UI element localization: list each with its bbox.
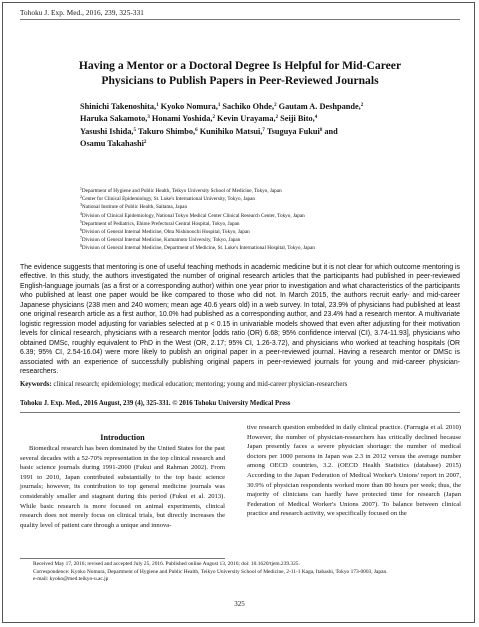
affiliation-list [80,187,470,253]
affiliation: $^6$Division of General Internal Medicine, Ohta Nishinouchi Hospital, Tokyo, Japan [80,228,250,236]
author: Tsuguya Fukui$^8$ [266,126,323,136]
citation: Tohoku J. Exp. Med., 2016 August, 239 (4), 325-331. © 2016 Tohoku University Medical Press [20,400,291,407]
title-line-1: Having a Mentor or a Doctoral Degree Is Helpful for Mid-Career [78,59,402,72]
author: Yasushi Ishida,$^5$ [80,126,136,136]
author: Kunihiko Matsui,$^7$ [199,126,265,136]
affiliation: $^7$Division of General Internal Medicine, Kumamoto University, Tokyo, Japan [80,236,241,244]
section-heading: Introduction [100,433,145,442]
page-number: 325 [234,600,245,608]
running-head: Tohoku J. Exp. Med., 2016, 239, 325-331 [20,9,144,17]
footnote-correspondence: Correspondence: Kyoko Nomura, Department of Hygiene and Public Health, Teikyo University School of Medicine, 2-11-1 Kaga, Itabashi, Tokyo 173-0003, Japan. [33,568,388,575]
footnotes [33,561,463,584]
article-title [40,58,440,88]
footnote-rule [20,558,225,559]
keywords-text: clinical research; epidemiology; medical education; mentoring; young and mid-career physician-researchers [53,381,348,388]
author: Takuro Shimbo,$^6$ [137,126,198,136]
author: Honami Yoshida,$^2$ [151,114,215,124]
affiliation: $^1$Department of Hygiene and Public Health, Teikyo University School of Medicine, Tokyo, Japan [80,187,282,194]
author: Sachiko Ohde,$^2$ [222,102,277,111]
author: Seiji Bito,$^4$ [280,114,318,124]
footnote-email: e-mail: kyoko@med.teikyo-u.ac.jp [33,576,109,583]
abstract: The evidence suggests that mentoring is one of useful teaching methods in academic medicine but it is not clear for which outcome mentoring is effective. In this study, the authors investigated the number of original research articles that the participants had published in peer-reviewed English-language journals (as a first or a corresponding author) within one year prior to investigation and what characteristics of the participants who published at least one paper would be like compared to those who did not. In March 2015, the authors recruit early- and mid-career Japanese physicians (238 men and 240 women; mean age 40.6 years old) in a web survey. In total, 23.9% of physicians had published at least one original research article as a first author, 10.0% had published as a corresponding author, and 23.4% had a research mentor. A multivariate logistic regression model adjusting for variables selected at p < 0.15 in univariable models showed that even after adjusting for their motivation levels for clinical research, physicians with a research mentor [odds ratio (OR) 6.68; 95% confidence interval (CI), 3.74-11.93], physicians who obtained DMSc, roughly equivalent to PhD in the West (OR, 2.17; 95% CI, 1.26-3.72), and physicians who worked at teaching hospitals (OR 6.39; 95% CI, 2.54-16.04) were more likely to publish an original paper in a peer-reviewed journal. Having a research mentor or DMSc is associated with an experience of successfully publishing original papers in peer-reviewed journals for young and mid-career physician-researchers. [20,264,460,375]
keywords-label: Keywords: [20,381,52,388]
author: Haruka Sakamoto,$^3$ [80,114,150,124]
author-conjunction: and [324,126,338,136]
title-line-2: Physicians to Publish Papers in Peer-Reviewed Journals [101,74,379,87]
author-list [80,101,400,151]
author: Shinichi Takenoshita,$^1$ [80,102,159,111]
author: Osamu Takahashi$^2$ [80,139,147,149]
affiliation: $^3$National Institute of Public Health, Saitama, Japan [80,203,188,211]
body-column-right: tive research question embedded in daily clinical practice. (Farrugia et al. 2010) However, the number of physician-researchers has critically declined because Japan presently faces a severe physician shortage: the number of medical doctors per 1000 persons in Japan was 2.3 in 2012 versus the average number among OECD countries, 3.2. (OECD Health Statistics (database) 2015) According to the Japan Federation of Medical Worker's Unions' report in 2007, 30.9% of physician respondents worked more than 80 hours per week; thus, the majority of clinicians can hardly have protected time for research (Japan Federation of Medical Worker's Unions 2007). To balance between clinical practice and research activity, we specifically focused on the [247,424,461,518]
header-rule [20,19,460,20]
author: Kevin Urayama,$^2$ [217,114,279,124]
footnote-received: Received May 17, 2016; revised and accepted July 25, 2016. Published online August 13, 2016; doi: 10.1620/tjem.239.325. [33,561,300,567]
body-column-left: Biomedical research has been dominated by the United States for the past several decades with a 52-70% representation in the top clinical research and basic science journals during 1991-2000 (Fukui and Rahman 2002). From 1991 to 2010, Japan contributed substantially to the top basic science journals; however, its contribution to top general medicine journals was considerably smaller and stagnant during this period (Fukui et al. 2013). While basic research is more focused on animal experiments, clinical research does not merely focus on clinical trials, but directly increases the quality level of patient care through a unique and innova- [20,445,225,529]
citation-rule [20,412,460,413]
affiliation: $^2$Center for Clinical Epidemiology, St. Luke's International University, Tokyo, Japan [80,195,256,203]
affiliation: $^4$Division of Clinical Epidemiology, National Tokyo Medical Center Clinical Research Center, Tokyo, Japan [80,211,305,219]
author: Kyoko Nomura,$^1$ [160,102,221,111]
keywords [20,380,460,390]
affiliation: $^5$Department of Pediatrics, Ehime Prefectural Central Hospital, Tokyo, Japan [80,219,240,227]
affiliation: $^8$Division of General Internal Medicine, Department of Medicine, St. Luke's International Hospital, Tokyo, Japan [80,244,315,252]
author: Gautam A. Deshpande,$^2$ [278,102,364,111]
